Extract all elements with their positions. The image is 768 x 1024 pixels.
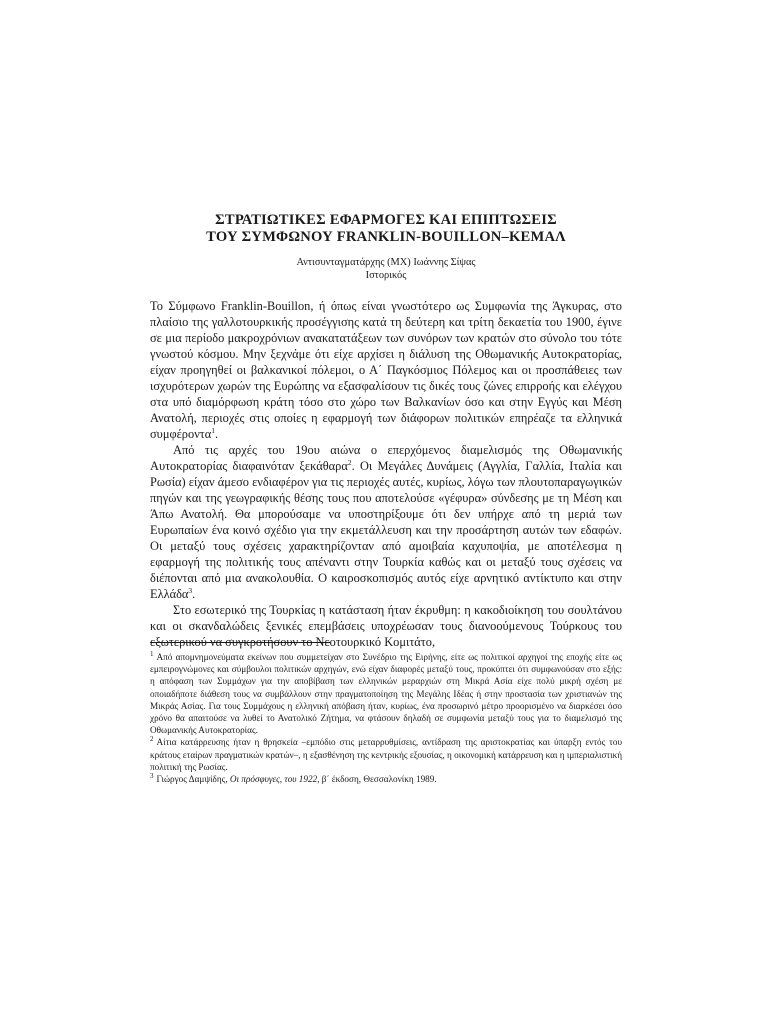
article bbox=[150, 212, 622, 650]
paragraph-2 bbox=[150, 442, 622, 602]
footnote-ref-2: 2 bbox=[347, 457, 352, 467]
title-line-2: ΤΟΥ ΣΥΜΦΩΝΟΥ FRANKLIN-BOUILLON–ΚΕΜΑΛ bbox=[206, 229, 566, 245]
paragraph-3: Στο εσωτερικό της Τουρκίας η κατάσταση ήταν έκρυθμη: η κακοδιοίκηση του σουλτάνου και οι σκανδαλώδεις ξενικές επεμβάσεις υποχρέωσαν τους διανοούμενους Τούρκους του εξωτερικού να συγκροτήσουν το Νεοτουρκικό Κομιτάτο, bbox=[150, 603, 622, 649]
footnote-ref-1: 1 bbox=[211, 425, 216, 435]
footnote-2-mark: 2 bbox=[150, 735, 154, 744]
footnote-3-title: Οι πρόσφυγες, του 1922 bbox=[229, 774, 318, 785]
footnote-1 bbox=[150, 651, 622, 736]
footnote-2-text: Αίτια κατάρρευσης ήταν η θρησκεία –εμπόδιο στις μεταρρυθμίσεις, αντίδραση της αριστοκρατίας και ύπαρξη εντός του κράτους εταίρων πραγματικών κρατών–, η εξασθένηση της κεντρικής εξουσίας, η οικονομική κατάρρευση και η ιμπεριαλιστική πολιτική της Ρωσίας. bbox=[150, 737, 622, 772]
paragraph-2-text: Από τις αρχές του 19ου αιώνα ο επερχόμενος διαμελισμός της Οθωμανικής Αυτοκρατορίας διαφαινόταν ξεκάθαρα bbox=[150, 443, 622, 473]
paragraph-1 bbox=[150, 298, 622, 442]
footnotes bbox=[150, 642, 622, 785]
paragraph-2-rest: . Οι Μεγάλες Δυνάμεις (Αγγλία, Γαλλία, Ιταλία και Ρωσία) είχαν άμεσο ενδιαφέρον για τις περιοχές αυτές, κυρίως, λόγω των πλουτοπαραγωγικών πηγών και της γεωγραφικής θέσης τους που αποτελούσε «γέφυρα» σύνδεσης με τη Μέση και Άπω Ανατολή. Θα μπορούσαμε να υποστηρίξουμε ότι δεν υπήρχε από τη μεριά των Ευρωπαίων ένα κοινό σχέδιο για την εκμετάλλευση και την προσάρτηση αυτών των εδαφών. Οι μεταξύ τους σχέσεις χαρακτηρίζονταν από αμοιβαία καχυποψία, με αποτέλεσμα η εφαρμογή της πολιτικής τους απέναντι στην Τουρκία καθώς και οι μεταξύ τους σχέσεις να διέπονται από μια ανακολουθία. Ο καιροσκοπισμός αυτός είχε αρνητικό αντίκτυπο και στην Ελλάδα bbox=[150, 459, 622, 601]
footnote-3-rest: , β΄ έκδοση, Θεσσαλονίκη 1989. bbox=[317, 774, 437, 785]
title-line-1: ΣΤΡΑΤΙΩΤΙΚΕΣ ΕΦΑΡΜΟΓΕΣ ΚΑΙ ΕΠΙΠΤΩΣΕΙΣ bbox=[215, 212, 557, 228]
article-title bbox=[150, 212, 622, 246]
article-body bbox=[150, 298, 622, 650]
footnote-3-mark: 3 bbox=[150, 771, 154, 780]
author-role: Ιστορικός bbox=[365, 270, 407, 281]
paragraph-2-end: . bbox=[192, 587, 196, 601]
footnote-3 bbox=[150, 773, 622, 785]
footnote-2 bbox=[150, 736, 622, 773]
footnote-1-text: Από απομνημονεύματα εκείνων που συμμετείχαν στο Συνέδριο της Ειρήνης, είτε ως πολιτικοί αρχηγοί της εποχής είτε ως εμπειρογνώμονες και σύμβουλοι πολιτικών αρχηγών, ενώ είχαν διαφορές μεταξύ τους, προκύπτει ότι συμφωνούσαν στο εξής: η απόφαση των Συμμάχων για την αποβίβαση των ελληνικών μεραρχιών στη Μικρά Ασία είχε πολύ μικρή σχέση με οποιαδήποτε διάθεση τους να συμβάλλουν στην πραγματοποίηση της Μεγάλης Ιδέας ή στην προστασία των χριστιανών της Μικράς Ασίας. Για τους Συμμάχους η ελληνική απόβαση ήταν, κυρίως, ένα προσωρινό μέτρο προορισμένο να διαρκέσει όσο χρόνο θα απαιτούσε να λυθεί το Ανατολικό Ζήτημα, να φτάσουν δηλαδή σε συμφωνία μεταξύ τους για το διαμελισμό της Οθωμανικής Αυτοκρατορίας. bbox=[150, 652, 622, 736]
footnote-divider bbox=[150, 642, 330, 643]
footnote-3-author: Γιώργος Δαμψίδης, bbox=[156, 774, 230, 785]
author-name: Αντισυνταγματάρχης (ΜΧ) Ιωάννης Σίψας bbox=[296, 257, 476, 268]
paragraph-1-text: Το Σύμφωνο Franklin-Bouillon, ή όπως είναι γνωστότερο ως Συμφωνία της Άγκυρας, στο πλαίσιο της γαλλοτουρκικής προσέγγισης κατά τη δεύτερη και τρίτη δεκαετία του 1900, έγινε σε μια περίοδο μακροχρόνιων ανακατατάξεων των συνόρων των κρατών στο σύνολο του τότε γνωστού κόσμου. Μην ξεχνάμε ότι είχε αρχίσει η διάλυση της Οθωμανικής Αυτοκρατορίας, είχαν προηγηθεί οι βαλκανικοί πόλεμοι, ο Α΄ Παγκόσμιος Πόλεμος και οι προσπάθειες των ισχυρότερων χωρών της Ευρώπης να εξασφαλίσουν τις δικές τους ζώνες επιρροής και ελέγχου στα υπό διαμόρφωση κράτη τόσο στο χώρο των Βαλκανίων όσο και στην Εγγύς και Μέση Ανατολή, περιοχές στις οποίες η εφαρμογή των διάφορων πολιτικών επηρέαζε τα ελληνικά συμφέροντα bbox=[150, 299, 622, 441]
footnote-1-mark: 1 bbox=[150, 649, 154, 658]
paragraph-1-end: . bbox=[215, 427, 219, 441]
footnote-ref-3: 3 bbox=[188, 585, 193, 595]
